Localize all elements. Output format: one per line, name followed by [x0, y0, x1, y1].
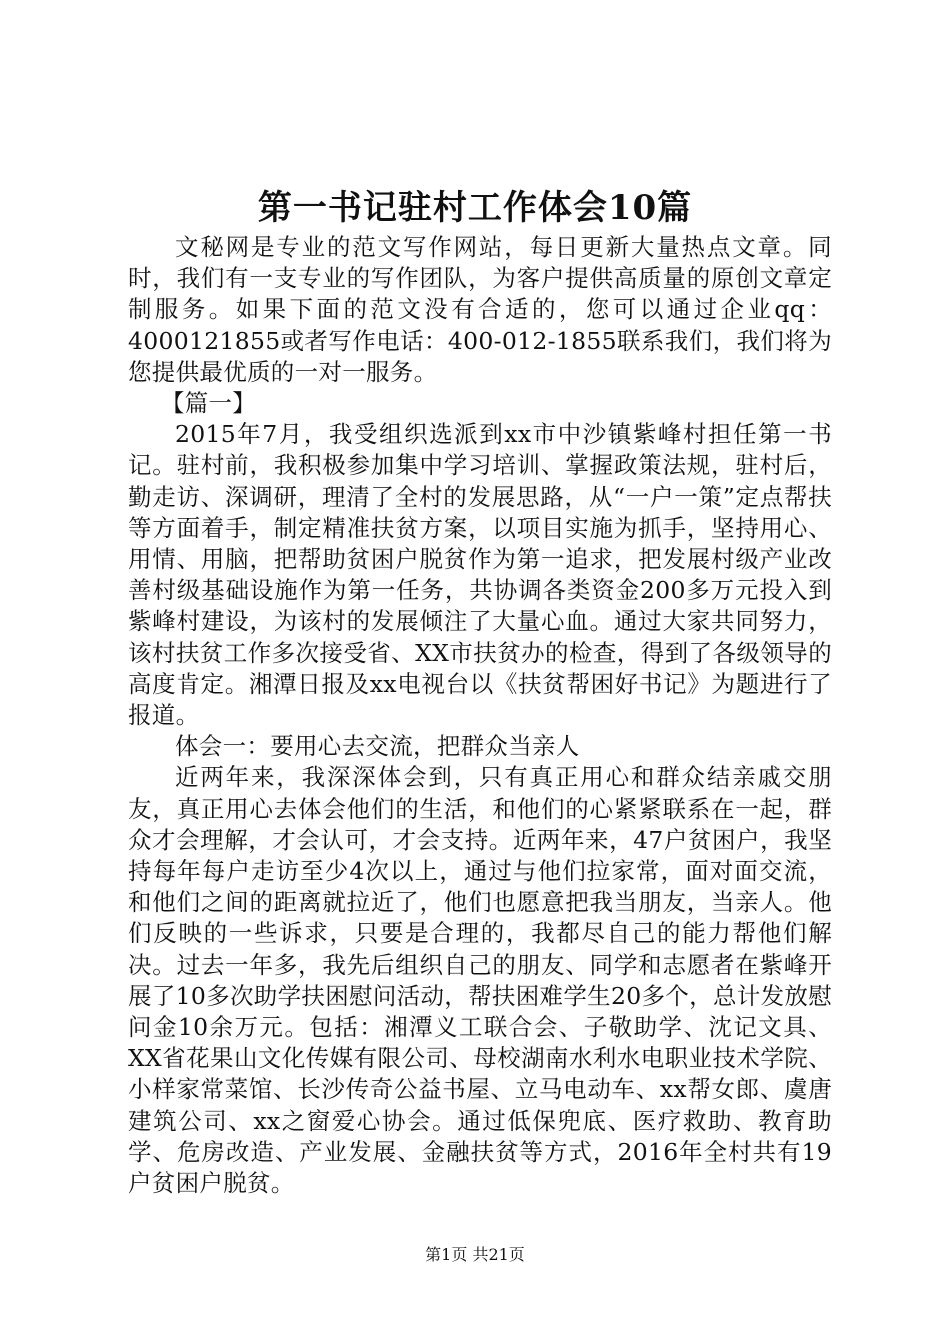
- section-heading: 【篇一】: [160, 389, 257, 418]
- subheading-paragraph: 体会一：要用心去交流，把群众当亲人: [175, 732, 580, 761]
- intro-paragraph: 文秘网是专业的范文写作网站，每日更新大量热点文章。同时，我们有一支专业的写作团队，为客户提供高质量的原创文章定制服务。如果下面的范文没有合适的，您可以通过企业qq：4000121855或者写作电话：400-012-1855联系我们，我们将为您提供最优质的一对一服务。: [128, 233, 832, 386]
- document-body: [128, 232, 832, 1199]
- document-title: 第一书记驻村工作体会10篇: [257, 188, 693, 228]
- page-number-footer: 第1页 共21页: [425, 1245, 525, 1264]
- body-paragraph: 近两年来，我深深体会到，只有真正用心和群众结亲戚交朋友，真正用心去体会他们的生活，和他们的心紧紧联系在一起，群众才会理解，才会认可，才会支持。近两年来，47户贫困户，我坚持每年每户走访至少4次以上，通过与他们拉家常，面对面交流，和他们之间的距离就拉近了，他们也愿意把我当朋友，当亲人。他们反映的一些诉求，只要是合理的，我都尽自己的能力帮他们解决。过去一年多，我先后组织自己的朋友、同学和志愿者在紫峰开展了10多次助学扶困慰问活动，帮扶困难学生20多个，总计发放慰问金10余万元。包括：湘潭义工联合会、子敬助学、沈记文具、XX省花果山文化传媒有限公司、母校湖南水利水电职业技术学院、小样家常菜馆、长沙传奇公益书屋、立马电动车、xx帮女郎、虞唐建筑公司、xx之窗爱心协会。通过低保兜底、医疗救助、教育助学、危房改造、产业发展、金融扶贫等方式，2016年全村共有19户贫困户脱贫。: [128, 763, 832, 1198]
- body-paragraph: 2015年7月，我受组织选派到xx市中沙镇紫峰村担任第一书记。驻村前，我积极参加集中学习培训、掌握政策法规，驻村后，勤走访、深调研，理清了全村的发展思路，从“一户一策”定点帮扶等方面着手，制定精准扶贫方案，以项目实施为抓手，坚持用心、用情、用脑，把帮助贫困户脱贫作为第一追求，把发展村级产业改善村级基础设施作为第一任务，共协调各类资金200多万元投入到紫峰村建设，为该村的发展倾注了大量心血。通过大家共同努力，该村扶贫工作多次接受省、XX市扶贫办的检查，得到了各级领导的高度肯定。湘潭日报及xx电视台以《扶贫帮困好书记》为题进行了报道。: [128, 420, 832, 730]
